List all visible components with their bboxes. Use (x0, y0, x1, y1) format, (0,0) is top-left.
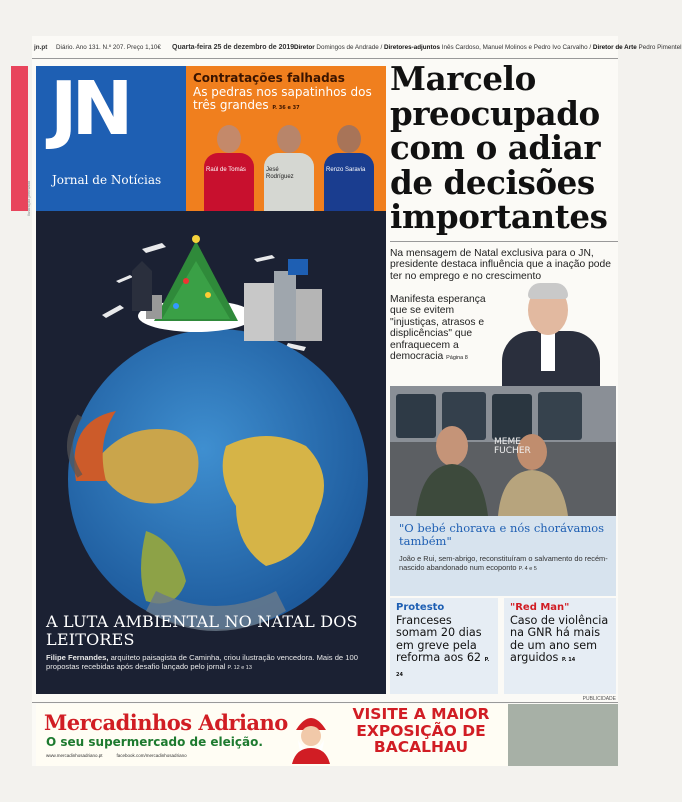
staff-credits: Diretor Domingos de Andrade / Diretores-adjuntos Inês Cardoso, Manuel Molinos e Pedro Ivo Carvalho / Diretor de Arte Pedro Pimentel (294, 44, 682, 51)
brief-kicker: Protesto (396, 602, 445, 613)
brief-protesto[interactable] (390, 598, 498, 694)
brief-text: Franceses somam 20 dias em greve pela reforma aos 62 P. 24 (396, 614, 490, 678)
promo-box-football[interactable] (186, 66, 386, 211)
newspaper-front-page (26, 36, 682, 766)
story-quote-text: João e Rui, sem-abrigo, reconstituíram o salvamento do recém-nascido abandonado num ecoponto P. 4 e 5 (399, 554, 608, 572)
issue-date: Quarta-feira 25 de dezembro de 2019 (172, 44, 295, 51)
santa-illustration (286, 706, 336, 764)
president-photo (498, 281, 604, 379)
lead-headline[interactable]: Marcelo preocupado com o adiar de decisões importantes (390, 59, 608, 236)
ad-call-to-action: VISITE A MAIOR EXPOSIÇÃO DE BACALHAU (352, 705, 490, 756)
masthead-logo[interactable] (36, 66, 186, 211)
ad-rule (32, 702, 618, 703)
advertisement-banner[interactable] (36, 704, 618, 766)
top-info-bar (32, 42, 682, 56)
brief-red-man[interactable] (504, 598, 616, 694)
story-quote-headline: "O bebé chorava e nós chorávamos também" (399, 521, 605, 548)
player-photo (320, 119, 378, 211)
player-caption: Renzo Saravia (326, 167, 366, 173)
advertising-label: PUBLICIDADE (582, 696, 616, 702)
ad-contacts: www.mercadinhosadriano.pt facebook.com/mercadinhosadriano (46, 753, 187, 758)
player-caption: Jesé Rodríguez (266, 167, 294, 180)
player-caption: Raúl de Tomás (206, 167, 246, 173)
issue-info: Diário. Ano 131. N.º 207. Preço 1,10€ (56, 44, 161, 51)
logo-letters: JN (50, 66, 128, 152)
headline-rule (390, 241, 618, 242)
newspaper-name: Jornal de Notícias (52, 173, 162, 187)
player-photo (260, 119, 318, 211)
codfish-photo (508, 704, 618, 766)
brief-kicker: "Red Man" (510, 602, 570, 613)
cover-illustration[interactable] (36, 211, 386, 694)
site-url[interactable]: jn.pt (34, 44, 48, 51)
graffiti-text: MEME FUCHER (494, 437, 531, 456)
illustration-credit: Ilustração premiada (26, 180, 31, 216)
ad-tagline: O seu supermercado de eleição. (46, 735, 263, 749)
story-quote-box[interactable] (390, 516, 616, 596)
promo-kicker: Contratações falhadas (193, 71, 345, 85)
homeless-story-photo[interactable] (390, 386, 616, 516)
lead-dek-secondary: Manifesta esperança que se evitem "injustiças, atrasos e displicências" que enfraquecem a democracia Página 8 (390, 294, 486, 363)
brief-text: Caso de violência na GNR há mais de um ano sem arguidos P. 14 (510, 614, 609, 665)
ad-brand: Mercadinhos Adriano (44, 710, 288, 735)
player-photo (200, 119, 258, 211)
lead-dek: Na mensagem de Natal exclusiva para o JN, presidente destaca influência que a inação pode ter no emprego e no crescimento (390, 248, 611, 282)
promo-headline: As pedras nos sapatinhos dos três grandes P. 36 e 37 (193, 85, 372, 112)
cover-caption: Filipe Fernandes, arquiteto paisagista de Caminha, criou ilustração vencedora. Mais de 100 propostas recebidas após desafio lançado pelo jornal P. 12 e 13 (46, 653, 358, 671)
cover-title: A LUTA AMBIENTAL NO NATAL DOS LEITORES (46, 612, 358, 649)
